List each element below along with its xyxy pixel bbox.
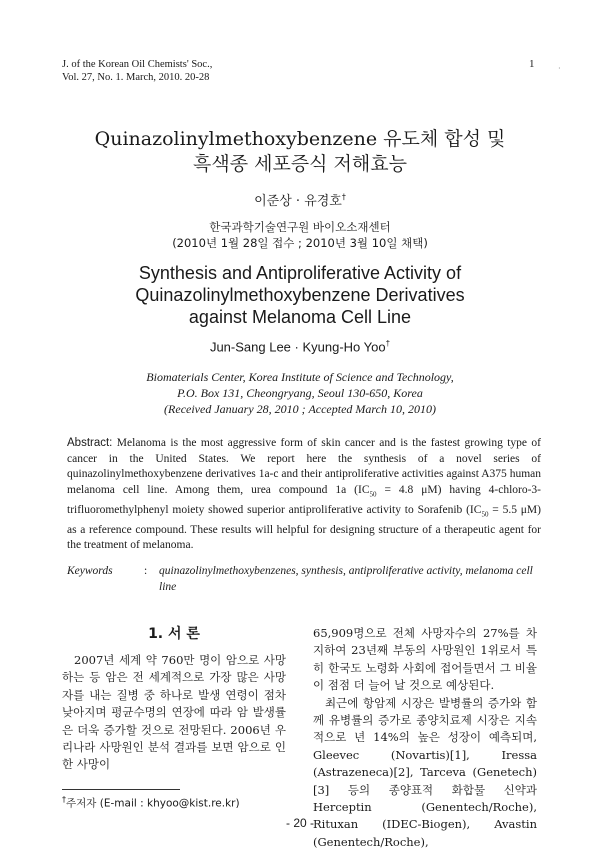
body-paragraph: 최근에 항암제 시장은 발병률의 증가와 함께 유병률의 증가로 종양치료제 시장은 지속적으로 년 14%의 높은 성장이 예측되며, Gleevec (Novartis)[1], Iressa (Astrazeneca)[2], Tarceva (Genetech)[3] 등의 종양표적 화합물 신약과 Herceptin (Genentech/Roche), Rituxan (IDEC-Biogen), Avastin (Genentech/Roche), — [313, 695, 537, 849]
english-title — [0, 262, 600, 328]
page-number: - 20 - — [285, 816, 314, 830]
english-affiliation — [0, 369, 600, 417]
keywords-label: Keywords — [67, 565, 113, 577]
korean-affiliation-name: 한국과학기술연구원 바이오소재센터 — [209, 220, 391, 234]
korean-authors — [0, 190, 600, 209]
journal-volume: Vol. 27, No. 1. March, 2010. 20-28 — [62, 72, 210, 83]
keywords-text: quinazolinylmethoxybenzenes, synthesis, antiproliferative activity, melanoma cell line — [159, 565, 533, 593]
abstract-text: = 5.5 μM) as a reference compound. These results will helpful for designing structure of a therapeutic agent for the treatment of melanoma. — [67, 503, 541, 552]
body-paragraph: 65,909명으로 전체 사망자수의 27%를 차지하여 23년째 부동의 사망원인 1위로서 특히 한국도 노령화 사회에 접어들면서 그 비율이 점점 더 늘어 날 것으로 예상된다. — [313, 626, 537, 693]
received-accepted-dates: (Received January 28, 2010 ; Accepted March 10, 2010) — [164, 402, 436, 416]
abstract — [67, 436, 541, 554]
keywords-colon: : — [144, 565, 148, 577]
korean-title-line: Quinazolinylmethoxybenzene 유도체 합성 및 — [94, 128, 506, 150]
korean-received-date: (2010년 1월 28일 접수 ; 2010년 3월 10일 채택) — [172, 236, 428, 250]
corresponding-author-mark: † — [385, 339, 391, 348]
ic50-subscript: 50 — [481, 509, 489, 518]
abstract-text: = 4.8 μM) having 4-chloro-3-trifluoromethylphenyl moiety showed superior antiproliferative activity to Sorafenib (IC — [67, 483, 542, 516]
affiliation-line: Biomaterials Center, Korea Institute of Science and Technology, — [146, 370, 454, 384]
korean-affiliation — [0, 219, 600, 251]
korean-title-line: 흑색종 세포증식 저해효능 — [193, 153, 407, 175]
footnote-divider — [62, 789, 180, 790]
english-title-line: Synthesis and Antiproliferative Activity of — [138, 263, 462, 283]
korean-title — [0, 127, 600, 177]
journal-name: J. of the Korean Oil Chemists' Soc., — [62, 59, 213, 70]
ic50-subscript: 50 — [369, 490, 377, 499]
page-marker: 1 — [529, 58, 535, 70]
body-paragraph: 2007년 세계 약 760만 명이 암으로 사망하는 등 암은 전 세계적으로 가장 많은 사망자를 내는 질병 중 하나로 발생 연령이 점차 낮아지며 평균수명의 연장에 따라 암 발생률은 더욱 증가할 것으로 전망된다. 2006년 우리나라 사망원인 분석 결과를 보면 암으로 인한 사망이 — [62, 653, 286, 772]
abstract-label: Abstract: — [67, 437, 113, 449]
corresponding-author-mark: † — [341, 192, 346, 202]
footnote — [62, 795, 240, 811]
korean-author-names: 이준상 · 유경호 — [254, 194, 342, 209]
english-title-line: against Melanoma Cell Line — [188, 307, 412, 327]
dot-marker: · — [558, 64, 561, 73]
footnote-mark: † — [62, 795, 66, 804]
section-heading: 1. 서 론 — [148, 626, 200, 642]
footnote-text: 주저자 (E-mail : khyoo@kist.re.kr) — [66, 797, 240, 810]
english-authors — [0, 339, 600, 354]
journal-header — [62, 58, 212, 84]
body-column-left — [62, 652, 286, 774]
english-title-line: Quinazolinylmethoxybenzene Derivatives — [135, 285, 465, 305]
abstract-text: Melanoma is the most aggressive form of skin cancer and is the fastest growing type of cancer in the United States. We report here the synthesis of a novel series of quinazolinylmethoxybenzene derivatives 1a-c and their antiproliferative activities against A375 human melanoma cell line. Among them, urea compound 1a (IC — [67, 437, 541, 496]
english-author-names: Jun-Sang Lee · Kyung-Ho Yoo — [209, 339, 386, 355]
affiliation-line: P.O. Box 131, Cheongryang, Seoul 130-650, Korea — [177, 386, 423, 400]
